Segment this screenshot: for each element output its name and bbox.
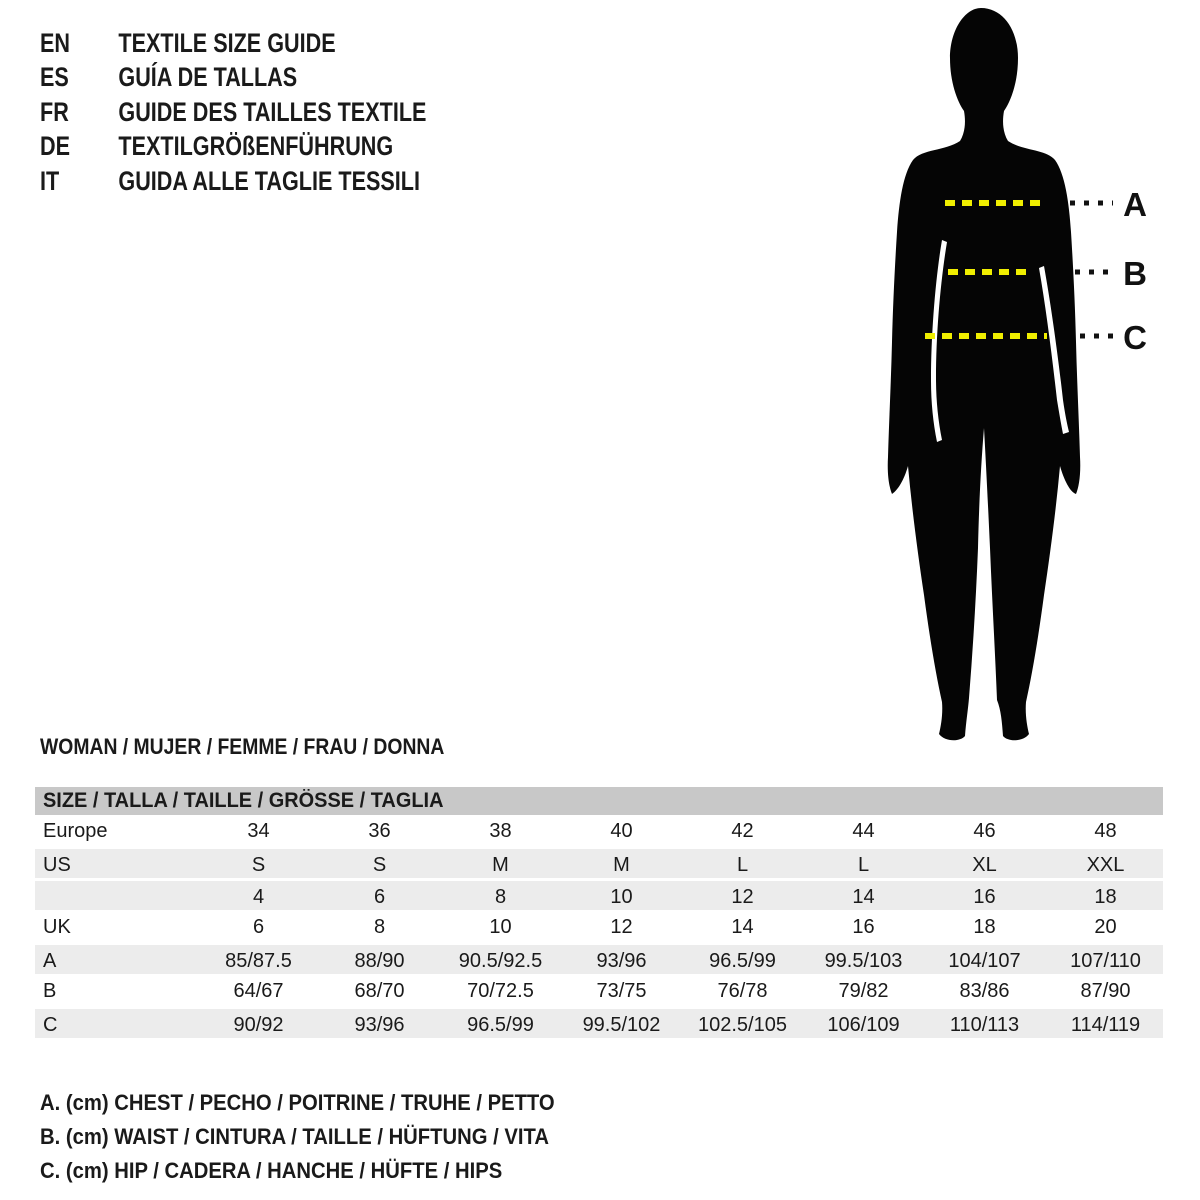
- language-code: IT: [40, 165, 60, 196]
- language-row-en: [40, 26, 426, 61]
- woman-silhouette-figure: [850, 0, 1200, 760]
- size-value: 90/92: [233, 1014, 284, 1036]
- table-row-a: [35, 943, 1163, 975]
- size-value: 64/67: [233, 980, 284, 1002]
- table-row-europe: [35, 815, 1163, 847]
- legend-line-a: A. (cm) CHEST / PECHO / POITRINE / TRUHE / PETTO: [40, 1090, 555, 1115]
- language-code: FR: [40, 96, 69, 127]
- size-value: 10: [610, 886, 633, 908]
- size-table: [35, 787, 1163, 1039]
- size-value: L: [736, 854, 749, 876]
- size-value: 106/109: [827, 1014, 900, 1036]
- size-value: XL: [972, 854, 997, 876]
- size-value: 18: [1094, 886, 1117, 908]
- language-row-it: [40, 164, 426, 199]
- table-row-c: [35, 1007, 1163, 1039]
- size-value: 96.5/99: [709, 950, 776, 972]
- size-value: M: [492, 854, 509, 876]
- size-value: 12: [731, 886, 754, 908]
- guide-title: GUÍA DE TALLAS: [118, 62, 298, 93]
- size-value: 88/90: [354, 950, 405, 972]
- size-value: XXL: [1086, 854, 1125, 876]
- size-value: 93/96: [354, 1014, 405, 1036]
- size-value: 8: [373, 916, 386, 938]
- size-value: 6: [252, 916, 265, 938]
- size-value: 93/96: [596, 950, 647, 972]
- size-value: 68/70: [354, 980, 405, 1002]
- size-value: 107/110: [1070, 950, 1141, 972]
- language-title-list: [40, 26, 523, 199]
- table-row-b: [35, 975, 1163, 1007]
- size-value: 12: [610, 916, 633, 938]
- row-label: A: [43, 950, 57, 972]
- table-row-us-numeric: [35, 879, 1163, 911]
- row-label: UK: [43, 916, 71, 938]
- size-value: 16: [973, 886, 996, 908]
- size-table-header-label: SIZE / TALLA / TAILLE / GRÖSSE / TAGLIA: [43, 789, 444, 812]
- size-value: 40: [610, 820, 633, 842]
- size-value: 96.5/99: [467, 1014, 534, 1036]
- gender-heading: WOMAN / MUJER / FEMME / FRAU / DONNA: [40, 734, 445, 759]
- legend-line-b: B. (cm) WAIST / CINTURA / TAILLE / HÜFTUNG / VITA: [40, 1124, 549, 1149]
- marker-label-b: B: [1123, 255, 1147, 292]
- language-row-fr: [40, 95, 426, 130]
- legend-line-c: C. (cm) HIP / CADERA / HANCHE / HÜFTE / HIPS: [40, 1158, 503, 1183]
- size-value: 48: [1094, 820, 1117, 842]
- language-code: ES: [40, 62, 69, 93]
- size-value: 46: [973, 820, 996, 842]
- size-value: M: [613, 854, 630, 876]
- guide-title: GUIDA ALLE TAGLIE TESSILI: [118, 165, 421, 196]
- size-value: 10: [489, 916, 512, 938]
- size-value: 20: [1094, 916, 1117, 938]
- size-value: 99.5/102: [582, 1014, 661, 1036]
- table-row-us: [35, 847, 1163, 879]
- language-code: EN: [40, 27, 71, 58]
- size-value: 114/119: [1070, 1014, 1141, 1036]
- size-value: 8: [494, 886, 507, 908]
- size-value: 90.5/92.5: [458, 950, 543, 972]
- size-value: 85/87.5: [225, 950, 292, 972]
- row-label: C: [43, 1014, 58, 1036]
- row-label: Europe: [43, 820, 108, 842]
- size-value: 18: [973, 916, 996, 938]
- row-label: US: [43, 854, 71, 876]
- size-value: 76/78: [717, 980, 768, 1002]
- size-value: 42: [731, 820, 754, 842]
- table-row-uk: [35, 911, 1163, 943]
- size-table-header: [35, 787, 1163, 815]
- size-value: 83/86: [959, 980, 1010, 1002]
- size-value: 36: [368, 820, 391, 842]
- language-row-es: [40, 61, 426, 96]
- measurement-legend: [40, 1086, 599, 1188]
- size-value: 4: [252, 886, 265, 908]
- size-value: S: [251, 854, 266, 876]
- guide-title: TEXTILE SIZE GUIDE: [118, 27, 336, 58]
- language-code: DE: [40, 131, 71, 162]
- size-value: 38: [489, 820, 512, 842]
- size-value: 73/75: [596, 980, 647, 1002]
- size-value: 16: [852, 916, 875, 938]
- size-value: 14: [731, 916, 754, 938]
- size-value: 102.5/105: [698, 1014, 787, 1036]
- row-label: B: [43, 980, 57, 1002]
- woman-silhouette: [888, 8, 1081, 740]
- size-value: 79/82: [838, 980, 889, 1002]
- size-value: 14: [852, 886, 875, 908]
- size-table-body: [35, 815, 1163, 1039]
- size-value: 44: [852, 820, 875, 842]
- size-value: 110/113: [949, 1014, 1020, 1036]
- size-value: 87/90: [1080, 980, 1131, 1002]
- size-value: 6: [373, 886, 386, 908]
- size-value: 99.5/103: [824, 950, 903, 972]
- guide-title: GUIDE DES TAILLES TEXTILE: [118, 96, 427, 127]
- size-value: 34: [247, 820, 270, 842]
- marker-label-c: C: [1123, 319, 1147, 356]
- size-value: S: [372, 854, 387, 876]
- size-value: 70/72.5: [467, 980, 534, 1002]
- language-row-de: [40, 130, 426, 165]
- row-label: [35, 881, 198, 910]
- guide-title: TEXTILGRÖßENFÜHRUNG: [118, 131, 394, 162]
- size-value: L: [857, 854, 870, 876]
- marker-label-a: A: [1123, 186, 1147, 223]
- size-value: 104/107: [948, 950, 1021, 972]
